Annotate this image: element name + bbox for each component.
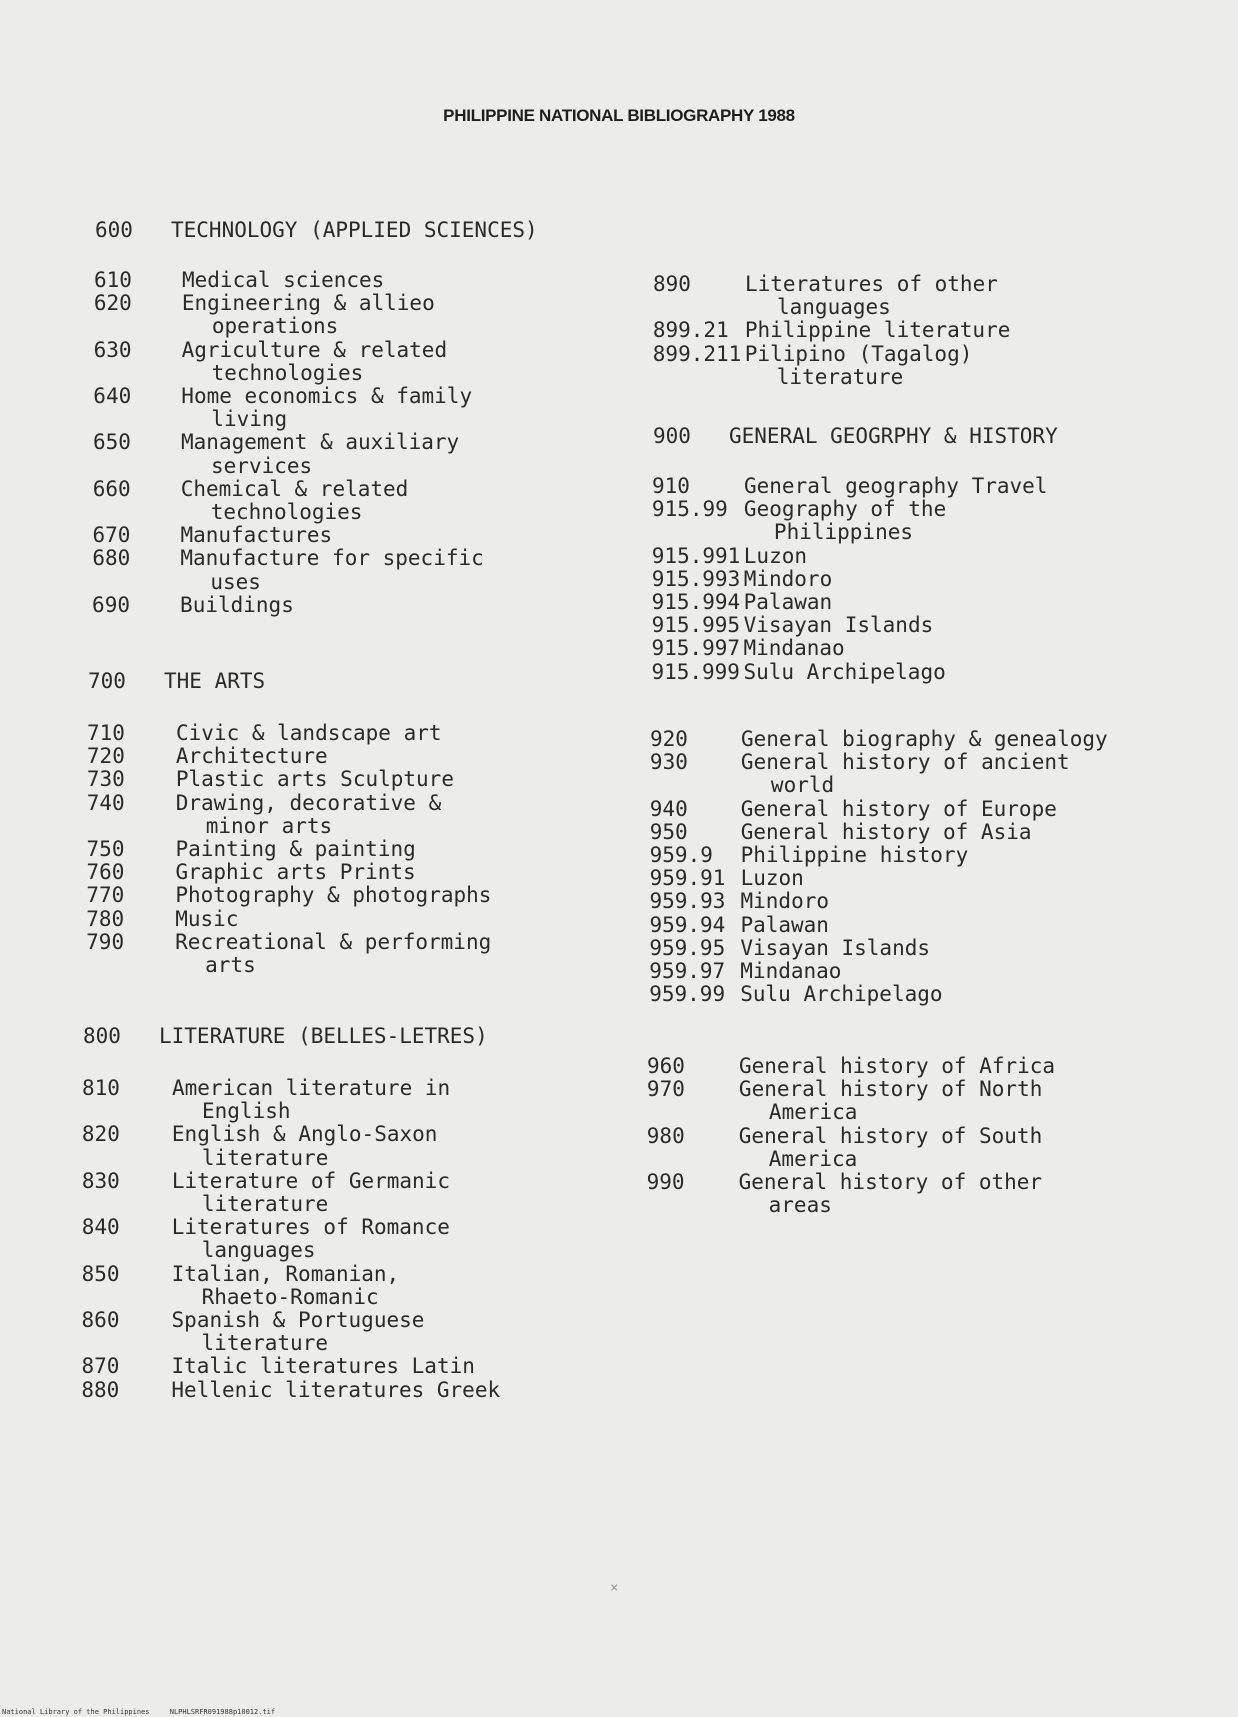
class-number: 910	[652, 474, 690, 498]
entry-label: Manufacture for specific	[180, 546, 484, 571]
class-number: 790	[86, 929, 125, 954]
class-number: 730	[86, 767, 125, 792]
class-number: 920	[650, 727, 688, 751]
class-number: 750	[86, 837, 125, 861]
class-number: 990	[646, 1170, 685, 1194]
class-number: 915.993	[651, 566, 741, 591]
entry-label-continuation: English	[202, 1099, 291, 1124]
entry-label: English & Anglo-Saxon	[171, 1122, 438, 1147]
entry-label: General history of North	[738, 1077, 1043, 1102]
class-number: 930	[649, 750, 688, 775]
entry-label: Music	[175, 906, 239, 931]
class-number: 720	[86, 744, 125, 769]
entry-label: Spanish & Portuguese	[171, 1308, 425, 1332]
footer-file: NLPHLSRFR091988p10012.tif	[169, 1708, 276, 1716]
entry-label: Philippine history	[740, 843, 969, 867]
class-number: 959.95	[649, 935, 726, 960]
page-title: PHILIPPINE NATIONAL BIBLIOGRAPHY 1988	[443, 106, 795, 125]
entry-label: Literatures of Romance	[171, 1215, 450, 1240]
entry-label: Mindoro	[743, 566, 833, 591]
entry-label-continuation: living	[211, 407, 288, 432]
class-number: 915.995	[651, 613, 741, 638]
class-number: 860	[81, 1308, 120, 1332]
entry-label: Photography & photographs	[175, 883, 492, 908]
entry-label: General history of South	[738, 1123, 1043, 1148]
entry-label: Hellenic literatures Greek	[171, 1377, 501, 1402]
class-number: 959.91	[649, 866, 726, 891]
entry-label: Italian, Romanian,	[171, 1261, 400, 1286]
heading-label: THE ARTS	[164, 669, 266, 693]
entry-label: Mindoro	[740, 889, 830, 914]
entry-label: Palawan	[743, 590, 833, 614]
class-number: 950	[649, 819, 688, 844]
class-number: 620	[93, 291, 132, 316]
entry-label: Drawing, decorative &	[175, 790, 442, 815]
scan-mark: ×	[610, 1580, 619, 1596]
class-number: 610	[94, 268, 132, 292]
class-number: 899.211	[652, 341, 742, 366]
class-number: 660	[92, 476, 131, 501]
class-number: 915.999	[651, 659, 740, 684]
entry-label-continuation: languages	[777, 295, 891, 320]
class-number: 915.99	[651, 497, 728, 522]
class-number: 980	[646, 1123, 685, 1148]
entry-label: Mindanao	[740, 959, 842, 983]
footer-library: National Library of the Philippines	[2, 1708, 150, 1716]
entry-label: Chemical & related	[180, 476, 409, 501]
heading-label: GENERAL GEOGRPHY & HISTORY	[729, 424, 1058, 448]
class-number: 915.991	[651, 543, 741, 568]
entry-label: General history of Asia	[740, 819, 1032, 844]
entry-label-continuation: America	[768, 1146, 858, 1171]
entry-label: General history of Europe	[740, 796, 1057, 821]
class-number: 959.94	[649, 912, 726, 937]
class-number: 970	[646, 1077, 685, 1102]
entry-label-continuation: literature	[201, 1145, 329, 1170]
class-number: 820	[81, 1122, 120, 1147]
class-number: 650	[93, 430, 131, 455]
class-number: 770	[86, 883, 125, 908]
class-number: 940	[649, 796, 688, 821]
entry-label: Literatures of other	[745, 272, 998, 296]
class-number: 915.997	[651, 636, 741, 661]
entry-label: Palawan	[740, 912, 829, 937]
class-number: 780	[86, 906, 125, 931]
entry-label-continuation: technologies	[210, 499, 363, 524]
entry-label-continuation: areas	[768, 1193, 832, 1218]
class-number: 959.9	[649, 843, 713, 867]
entry-label: Sulu Archipelago	[740, 982, 943, 1007]
class-number: 690	[92, 592, 130, 617]
class-number: 870	[81, 1354, 120, 1379]
entry-label: Agriculture & related	[181, 337, 448, 362]
entry-label: Pilipino (Tagalog)	[744, 341, 973, 366]
entry-label: Visayan Islands	[740, 935, 931, 960]
entry-label: Architecture	[175, 744, 328, 769]
entry-label-continuation: Rhaeto-Romanic	[201, 1284, 379, 1309]
class-number: 959.99	[649, 982, 726, 1007]
entry-label-continuation: languages	[201, 1238, 316, 1263]
scan-footer	[2, 1708, 291, 1716]
entry-label-continuation: literature	[201, 1191, 329, 1216]
class-number: 760	[86, 860, 125, 885]
class-number: 800	[83, 1024, 121, 1048]
entry-label: Manufactures	[180, 523, 333, 548]
entry-label-continuation: America	[768, 1100, 858, 1125]
heading-label: TECHNOLOGY (APPLIED SCIENCES)	[171, 218, 538, 242]
class-number: 700	[88, 669, 126, 693]
entry-label: Luzon	[740, 866, 804, 891]
entry-label-continuation: literature	[201, 1331, 328, 1356]
entry-label: American literature in	[172, 1076, 451, 1100]
entry-label-continuation: technologies	[211, 360, 364, 385]
class-number: 959.97	[649, 959, 726, 983]
class-number: 840	[81, 1215, 120, 1240]
class-number: 640	[93, 384, 132, 408]
class-number: 710	[87, 721, 125, 745]
entry-label: Sulu Archipelago	[743, 659, 946, 684]
entry-label: General history of other	[738, 1170, 1043, 1194]
entry-label-continuation: services	[211, 453, 313, 478]
class-number: 880	[81, 1377, 120, 1402]
entry-label: Geography of the	[743, 497, 947, 522]
entry-label: Visayan Islands	[743, 613, 934, 638]
class-number: 850	[81, 1261, 120, 1286]
entry-label-continuation: world	[770, 773, 835, 798]
entry-label-continuation: Philippines	[773, 520, 913, 545]
entry-label: Home economics & family	[181, 384, 473, 408]
class-number: 630	[93, 337, 132, 362]
entry-label: Italic literatures Latin	[171, 1354, 475, 1379]
entry-label: Recreational & performing	[175, 929, 492, 954]
entry-label: General history of Africa	[739, 1054, 1056, 1078]
class-number: 670	[92, 523, 131, 548]
class-number: 600	[95, 218, 133, 242]
entry-label: Graphic arts Prints	[175, 860, 416, 885]
class-number: 740	[86, 790, 125, 815]
entry-label: Plastic arts Sculpture	[175, 767, 454, 792]
class-number: 899.21	[652, 318, 729, 343]
entry-label-continuation: minor arts	[205, 813, 333, 838]
entry-label-continuation: uses	[210, 569, 261, 594]
entry-label: Mindanao	[743, 636, 845, 661]
entry-label-continuation: literature	[776, 364, 904, 389]
class-number: 960	[647, 1054, 685, 1078]
class-number: 810	[82, 1076, 120, 1100]
class-number: 959.93	[649, 889, 726, 914]
heading-label: LITERATURE (BELLES-LETRES)	[159, 1024, 488, 1048]
entry-label: Painting & painting	[175, 837, 416, 861]
class-number: 915.994	[651, 590, 741, 614]
entry-label: Literature of Germanic	[171, 1168, 450, 1193]
entry-label: Buildings	[180, 592, 294, 617]
entry-label: Management & auxiliary	[181, 430, 460, 455]
entry-label: General history of ancient	[740, 750, 1070, 775]
class-number: 830	[81, 1168, 120, 1193]
entry-label: Luzon	[743, 543, 807, 568]
entry-label: Engineering & allieo	[181, 291, 435, 316]
entry-label: General geography Travel	[744, 474, 1048, 498]
entry-label: General biography & genealogy	[741, 727, 1108, 751]
entry-label: Philippine literature	[744, 318, 1011, 343]
class-number: 900	[653, 424, 691, 448]
entry-label: Civic & landscape art	[176, 721, 442, 745]
entry-label-continuation: arts	[205, 952, 256, 977]
class-number: 680	[92, 546, 131, 571]
entry-label: Medical sciences	[182, 268, 385, 292]
class-number: 890	[653, 272, 691, 296]
entry-label-continuation: operations	[211, 314, 339, 339]
